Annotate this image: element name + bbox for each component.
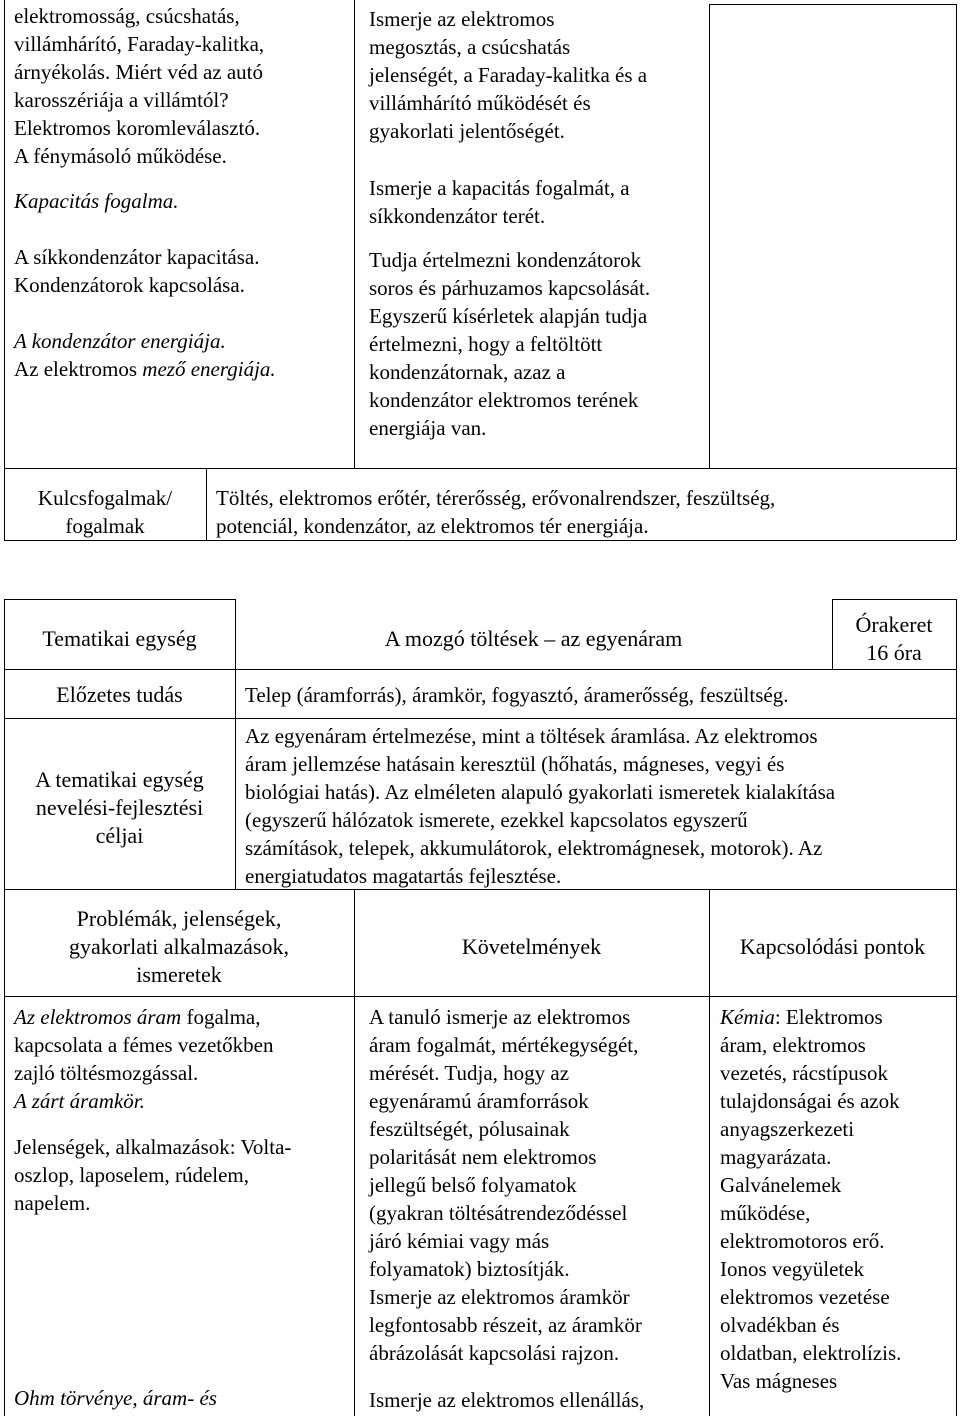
table-border [832,599,956,600]
table-border [206,468,207,540]
connections-header: Kapcsolódási pontok [739,934,926,959]
table-border [4,468,956,469]
text-line [720,1059,952,1087]
text-line: energiatudatos magatartás fejlesztése. [245,864,562,888]
topics-block-1 [14,2,350,170]
text-line [720,1367,952,1395]
text-line: folyamatok) biztosítják. [369,1257,570,1281]
key-concepts-text [216,484,952,540]
text-line [720,1255,952,1283]
text-line: kondenzátor elektromos terének [369,388,639,412]
text-line [14,86,350,114]
text-line [720,1171,952,1199]
elozetes-text: Telep (áramforrás), áramkör, fogyasztó, áramerősség, feszültség. [245,683,789,707]
text-line: értelmezni, hogy a feltöltött [369,332,603,356]
key-concepts-label [4,484,206,540]
text-line [720,1087,952,1115]
italic-text: Kapacitás fogalma. [14,189,179,213]
text-line: (egyszerű hálózatok ismerete, ezekkel kapcsolatos egyszerű [245,808,748,832]
text-line: biológiai hatás). Az elméleten alapuló gyakorlati ismeretek kialakítása [245,780,836,804]
text-line: energiája van. [369,416,487,440]
celok-text [245,722,951,890]
text-line [14,30,350,58]
text-line: számítások, telepek, akkumulátorok, elektromágnesek, motorok). Az [245,836,823,860]
text-line [14,355,350,383]
orakeret-cell [832,611,956,667]
text-line: áram jellemzése hatásain keresztül (hőhatás, mágneses, vegyi és [245,752,785,776]
text-run: áram, elektromos [720,1033,866,1057]
text-line [720,1199,952,1227]
text-run: kapcsolata a fémes vezetőkben [14,1033,274,1057]
table-border [4,669,956,670]
table-border [354,0,355,468]
text-run: karosszériája a villámtól? [14,88,229,112]
text-line: potenciál, kondenzátor, az elektromos tér energiája. [216,514,649,538]
text-run: Elektromos koromleválasztó. [14,116,261,140]
problems-header [4,905,354,989]
text-line [14,1133,350,1161]
italic-text: A zárt áramkör. [14,1089,145,1113]
text-line [14,271,350,299]
table-border [4,540,956,541]
text-run: napelem. [14,1191,91,1215]
text-line: járó kémiai vagy más [369,1229,550,1253]
text-line: áram fogalmát, mértékegységét, [369,1033,639,1057]
text-line: Ismerje a kapacitás fogalmát, a [369,176,630,200]
text-line [14,58,350,86]
requirements-bottom-line: Ismerje az elektromos ellenállás, [369,1388,645,1412]
text-line [720,1283,952,1311]
requirements-cell [369,5,705,442]
text-line: Tudja értelmezni kondenzátorok [369,248,642,272]
text-line [14,187,350,215]
text-line: jelenségét, a Faraday-kalitka és a [369,63,648,87]
text-line: (gyakran töltésátrendeződéssel [369,1201,628,1225]
text-line [720,1115,952,1143]
table-border [956,4,957,540]
tematikai-label: Tematikai egység [42,626,197,651]
requirements-col [369,1003,705,1367]
text-line [14,1189,350,1217]
text-line: Ismerje az elektromos [369,7,555,31]
text-line: feszültségét, pólusainak [369,1117,570,1141]
text-run: elektromos vezetése [720,1285,890,1309]
text-line: villámhárító működését és [369,91,591,115]
text-line [14,114,350,142]
text-line: ábrázolását kapcsolási rajzon. [369,1341,620,1365]
text-run: : Elektromos [774,1005,883,1029]
italic-text: Kémia [720,1005,775,1029]
text-line: legfontosabb részeit, az áramkör [369,1313,642,1337]
label-line: céljai [95,823,144,848]
topics-block-2 [14,187,350,383]
text-run: Galvánelemek [720,1173,842,1197]
table-border [956,599,957,1416]
text-run: árnyékolás. Miért véd az autó [14,60,263,84]
text-run: A fénymásoló működése. [14,144,227,168]
table-border [4,0,5,540]
table-border [4,599,235,600]
problems-cell [14,1003,350,1217]
text-run: Ionos vegyületek [720,1257,865,1281]
italic-text: A kondenzátor energiája. [14,329,226,353]
text-run: tulajdonságai és azok [720,1089,900,1113]
italic-text: Ohm törvénye, áram- és [14,1386,217,1410]
table-border [709,889,710,1416]
text-run: anyagszerkezeti [720,1117,855,1141]
text-line: A tanuló ismerje az elektromos [369,1005,631,1029]
text-line [720,1031,952,1059]
table-border [4,599,5,1416]
connections-col [720,1003,952,1395]
text-line [720,1143,952,1171]
text-line [14,327,350,355]
text-run: Kondenzátorok kapcsolása. [14,273,245,297]
text-run: működése, [720,1201,811,1225]
text-line [14,1161,350,1189]
text-line [14,1031,350,1059]
italic-text: mező energiája. [142,357,276,381]
text-line [14,142,350,170]
text-line: kondenzátornak, azaz a [369,360,566,384]
requirements-header: Követelmények [461,934,602,959]
italic-text: Az elektromos áram [14,1005,182,1029]
text-line [14,1087,350,1115]
problems-bottom-line [14,1384,350,1412]
text-run: Vas mágneses [720,1369,838,1393]
text-run: elektromosság, csúcshatás, [14,4,240,28]
text-line [14,1003,350,1031]
text-line: soros és párhuzamos kapcsolását. [369,276,651,300]
text-line: Egyszerű kísérletek alapján tudja [369,304,648,328]
text-line: jellegű belső folyamatok [369,1173,577,1197]
requirements-block-3 [369,246,705,442]
text-run: vezetés, rácstípusok [720,1061,888,1085]
elozetes-label: Előzetes tudás [56,682,183,707]
text-line [720,1227,952,1255]
text-line [14,215,350,243]
header-line: gyakorlati alkalmazások, [69,934,289,959]
text-line [14,2,350,30]
label-line: nevelési-fejlesztési [35,795,204,820]
header-line: Problémák, jelenségek, [76,906,282,931]
text-line [14,243,350,271]
text-run: zajló töltésmozgással. [14,1061,199,1085]
table-border [4,996,956,997]
text-run: magyarázata. [720,1145,832,1169]
text-line: Ismerje az elektromos áramkör [369,1285,630,1309]
text-line [720,1311,952,1339]
table-border [709,4,956,5]
unit-title: A mozgó töltések – az egyenáram [384,626,683,651]
text-run: fogalma, [181,1005,261,1029]
table-border [354,889,355,1416]
problems-block-2 [14,1133,350,1217]
orakeret-value: 16 óra [866,640,922,665]
table-border [4,718,956,719]
text-line: megosztás, a csúcshatás [369,35,571,59]
text-line: Töltés, elektromos erőtér, térerősség, erővonalrendszer, feszültség, [216,486,776,510]
text-run: oldatban, elektrolízis. [720,1341,902,1365]
text-run: A síkkondenzátor kapacitása. [14,245,260,269]
requirements-block-1 [369,5,705,145]
label-line: A tematikai egység [35,767,204,792]
text-line [14,299,350,327]
text-line [14,1059,350,1087]
celok-label [4,766,235,850]
problems-block-1 [14,1003,350,1115]
text-run: oszlop, laposelem, rúdelem, [14,1163,250,1187]
label-line: fogalmak [65,514,145,538]
label-line: Kulcsfogalmak/ [37,486,173,510]
text-run: olvadékban és [720,1313,840,1337]
text-line [720,1339,952,1367]
text-line: mérését. Tudja, hogy az [369,1061,570,1085]
text-run: villámhárító, Faraday-kalitka, [14,32,265,56]
text-line: egyenáramú áramforrások [369,1089,589,1113]
orakeret-label: Órakeret [855,612,933,637]
header-line: ismeretek [136,962,222,987]
text-line: gyakorlati jelentőségét. [369,119,565,143]
text-line: polaritását nem elektromos [369,1145,597,1169]
text-run: Jelenségek, alkalmazások: Volta- [14,1135,292,1159]
text-run: Az elektromos [14,357,143,381]
text-run: elektromotoros erő. [720,1229,885,1253]
text-line: síkkondenzátor terét. [369,204,546,228]
requirements-block-2 [369,174,705,230]
text-line: Az egyenáram értelmezése, mint a töltések áramlása. Az elektromos [245,724,818,748]
text-line [720,1003,952,1031]
table-border [709,4,710,468]
topics-cell [14,2,350,383]
